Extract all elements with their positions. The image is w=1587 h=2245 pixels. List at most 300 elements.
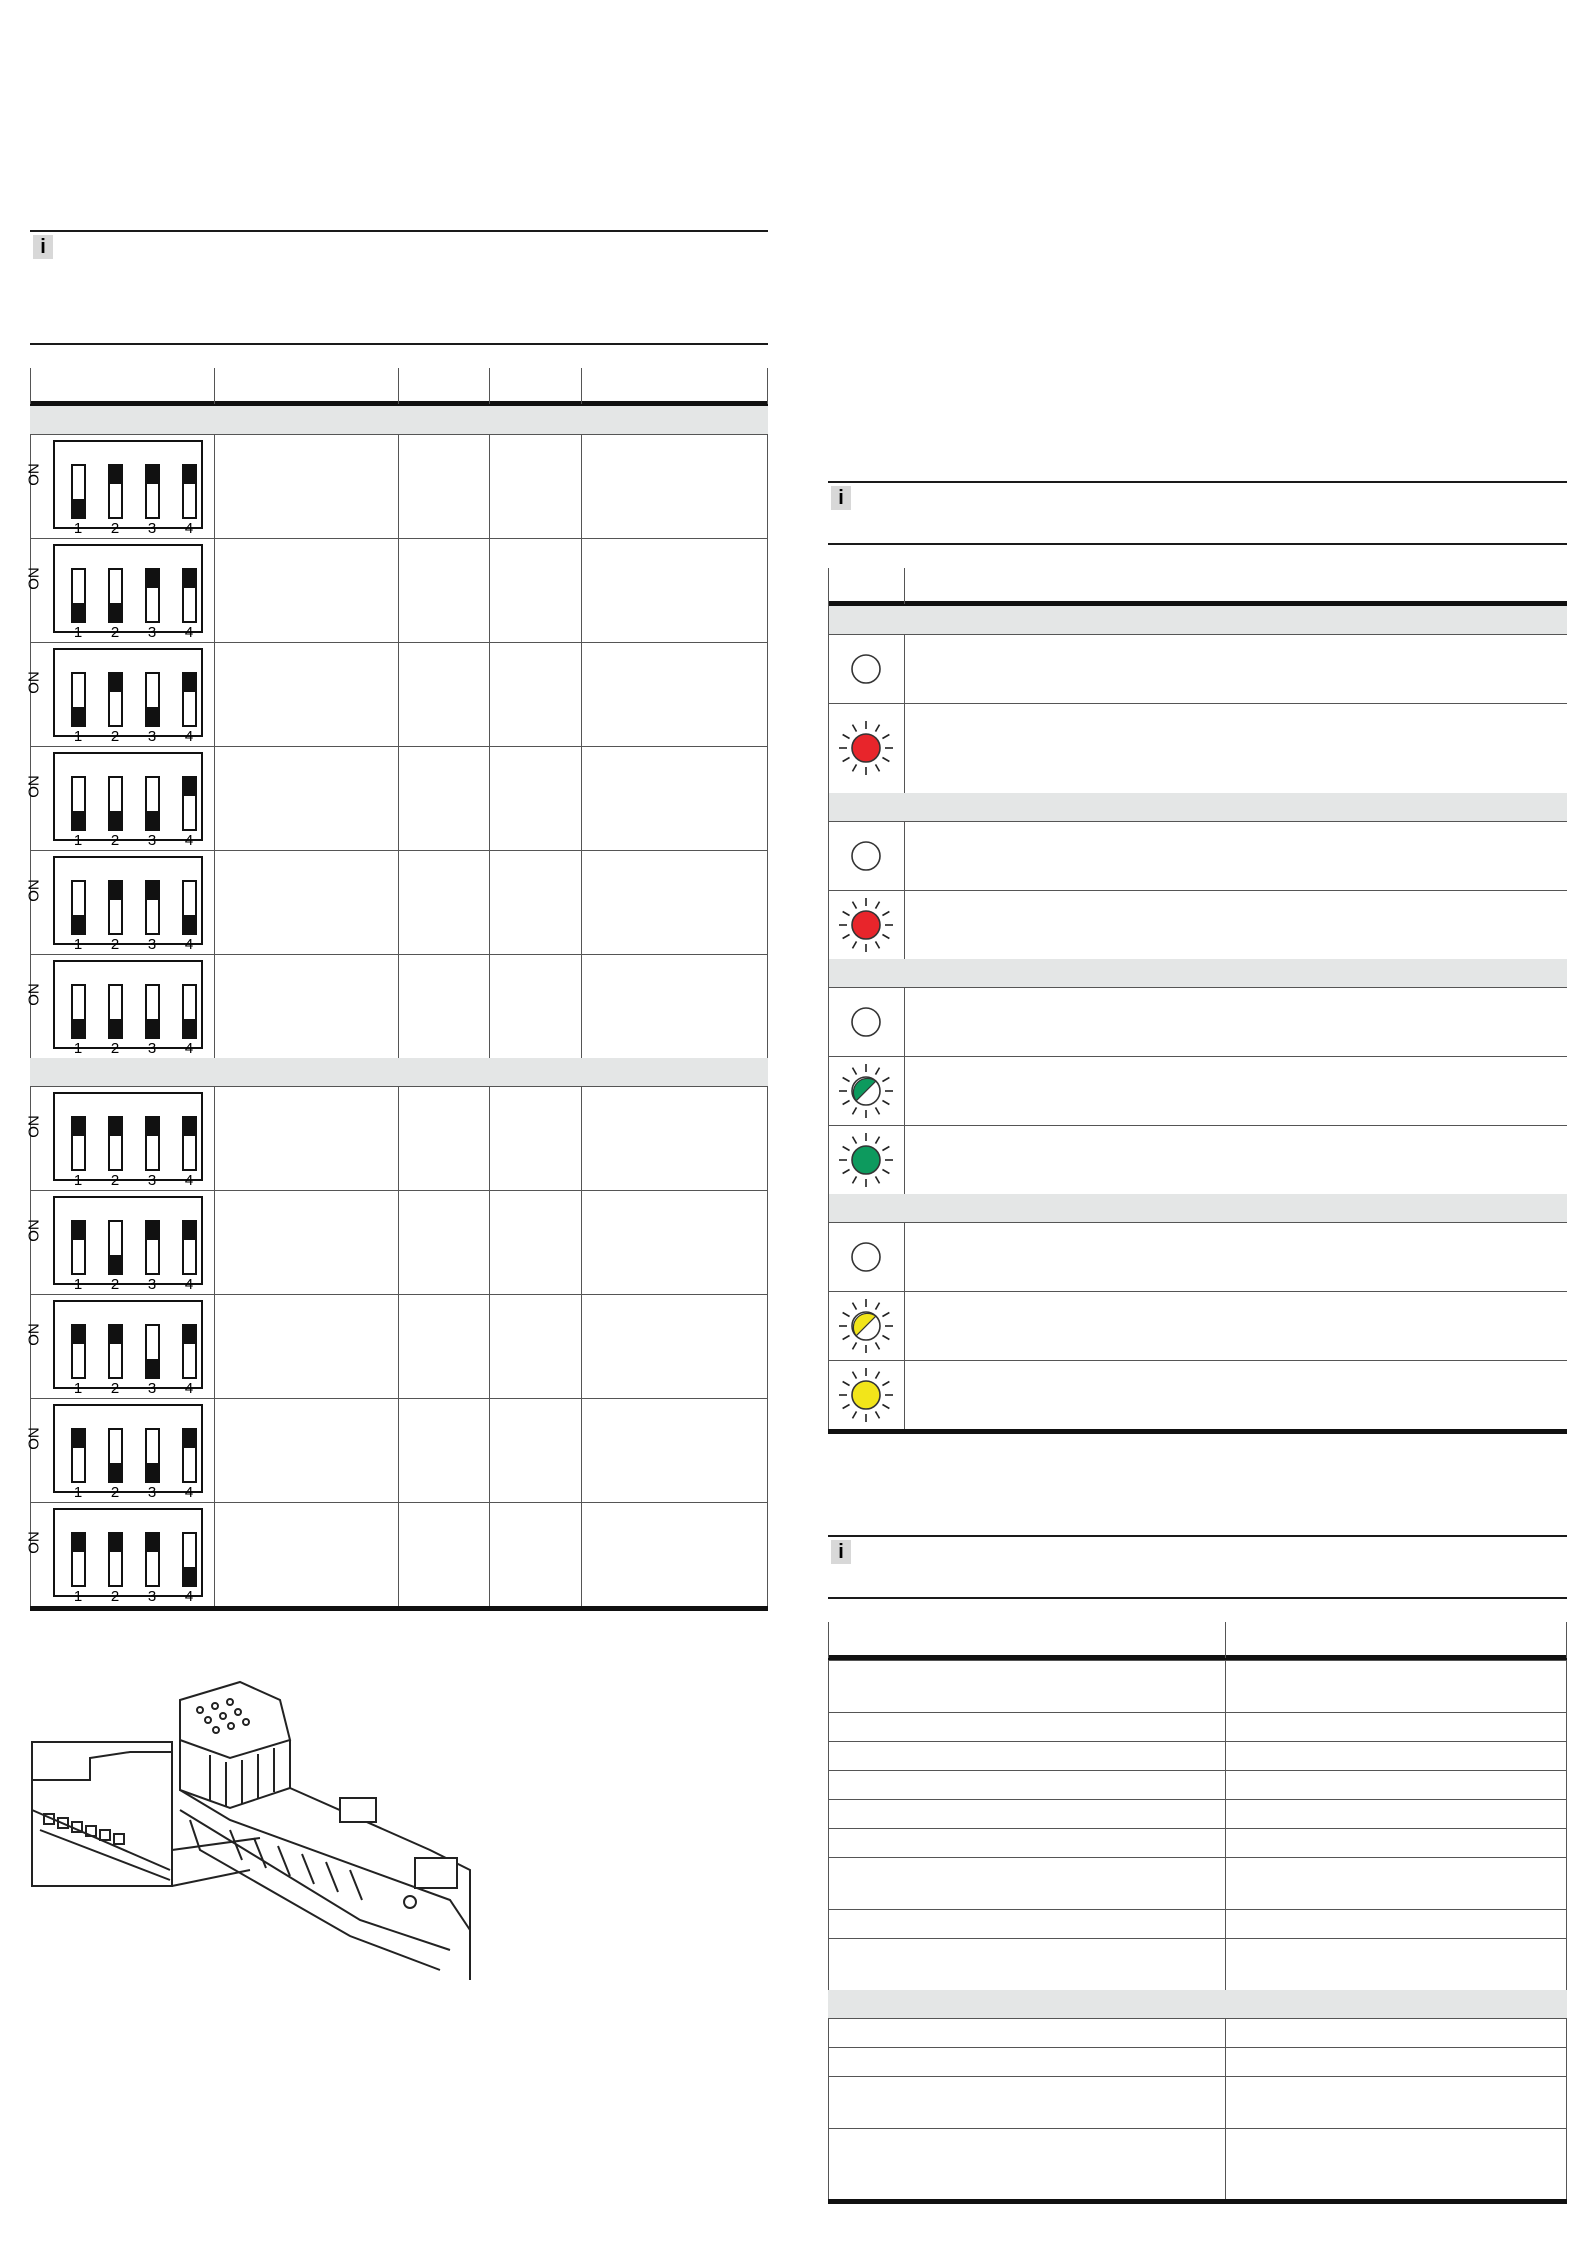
dip-switch-graphic — [25, 1294, 214, 1398]
column-divider — [581, 746, 582, 850]
row-divider — [828, 1222, 1567, 1223]
dip-switch-knob — [147, 707, 158, 725]
column-divider — [214, 368, 215, 404]
column-divider — [398, 434, 399, 538]
dip-switch-number: 3 — [147, 832, 157, 849]
spec-note-top-rule — [828, 1535, 1567, 1537]
dip-switch-knob — [110, 1255, 121, 1273]
dip-switch-graphic — [25, 434, 214, 538]
on-label: ON — [25, 671, 43, 694]
row-divider — [828, 703, 1567, 704]
column-divider — [1225, 1857, 1226, 1909]
dip-switch-4 — [182, 1532, 197, 1587]
column-divider — [1566, 2076, 1567, 2128]
column-divider — [1225, 2128, 1226, 2199]
column-divider — [489, 368, 490, 404]
led-note-bottom-rule — [828, 543, 1567, 545]
dip-switch-box — [53, 1508, 203, 1605]
column-divider — [489, 954, 490, 1058]
section-band — [828, 606, 1567, 634]
column-divider — [1566, 2128, 1567, 2199]
on-label: ON — [25, 879, 43, 902]
column-divider — [767, 1398, 768, 1502]
led-off-icon — [836, 639, 896, 699]
dip-switch-knob — [110, 603, 121, 621]
led-flashing-icon — [836, 1296, 896, 1356]
dip-switch-knob — [147, 1463, 158, 1481]
dip-switch-number: 1 — [73, 832, 83, 849]
column-divider — [581, 1190, 582, 1294]
dip-switch-3 — [145, 1532, 160, 1587]
dip-switch-knob — [73, 811, 84, 829]
dip-switch-number: 3 — [147, 1588, 157, 1605]
dip-switch-number: 3 — [147, 1276, 157, 1293]
dip-switch-2 — [108, 880, 123, 935]
led-flashing-icon — [836, 1061, 896, 1121]
column-divider — [581, 850, 582, 954]
dip-switch-number: 3 — [147, 1484, 157, 1501]
column-divider — [581, 1398, 582, 1502]
dip-switch-1 — [71, 568, 86, 623]
dip-switch-number: 2 — [110, 1172, 120, 1189]
dip-switch-graphic — [25, 1502, 214, 1606]
dip-switch-graphic — [25, 1398, 214, 1502]
dip-switch-knob — [184, 570, 195, 588]
column-divider — [398, 1294, 399, 1398]
column-divider — [1225, 1741, 1226, 1770]
dip-switch-graphic — [25, 1190, 214, 1294]
dip-switch-2 — [108, 776, 123, 831]
column-divider — [214, 1398, 215, 1502]
column-divider — [1225, 2076, 1226, 2128]
dip-switch-number: 4 — [184, 1276, 194, 1293]
column-divider — [767, 538, 768, 642]
dip-switch-number: 2 — [110, 520, 120, 537]
row-divider — [828, 1938, 1567, 1939]
column-divider — [1225, 1622, 1226, 1658]
dip-switch-knob — [147, 570, 158, 588]
column-divider — [904, 821, 905, 890]
dip-switch-number: 1 — [73, 1172, 83, 1189]
dip-switch-knob — [147, 466, 158, 484]
column-divider — [1566, 2018, 1567, 2047]
dip-switch-4 — [182, 672, 197, 727]
on-label: ON — [25, 1323, 43, 1346]
column-divider — [828, 1828, 829, 1857]
dip-switch-2 — [108, 1220, 123, 1275]
column-divider — [398, 1190, 399, 1294]
dip-switch-number: 2 — [110, 728, 120, 745]
row-divider — [828, 1360, 1567, 1361]
column-divider — [1566, 1712, 1567, 1741]
dip-switch-1 — [71, 672, 86, 727]
column-divider — [904, 1222, 905, 1291]
dip-switch-4 — [182, 1116, 197, 1171]
dip-switch-graphic — [25, 538, 214, 642]
section-band — [828, 1990, 1567, 2018]
column-divider — [489, 1398, 490, 1502]
dip-switch-knob — [110, 882, 121, 900]
dip-switch-3 — [145, 1220, 160, 1275]
column-divider — [30, 368, 31, 404]
column-divider — [581, 1502, 582, 1606]
dip-switch-number: 3 — [147, 1172, 157, 1189]
dip-switch-knob — [73, 1430, 84, 1448]
column-divider — [1225, 1828, 1226, 1857]
dip-switch-knob — [73, 499, 84, 517]
dip-switch-number: 2 — [110, 1484, 120, 1501]
led-on-icon — [836, 1130, 896, 1190]
column-divider — [398, 954, 399, 1058]
dip-switch-knob — [73, 603, 84, 621]
row-divider — [828, 634, 1567, 635]
column-divider — [767, 434, 768, 538]
dip-switch-knob — [110, 674, 121, 692]
column-divider — [214, 434, 215, 538]
dip-switch-4 — [182, 776, 197, 831]
column-divider — [904, 1291, 905, 1360]
dip-switch-knob — [147, 1534, 158, 1552]
dip-switch-knob — [147, 882, 158, 900]
dip-switch-1 — [71, 1324, 86, 1379]
column-divider — [1566, 1909, 1567, 1938]
dip-switch-3 — [145, 464, 160, 519]
column-divider — [904, 634, 905, 703]
column-divider — [1225, 1712, 1226, 1741]
on-label: ON — [25, 1531, 43, 1554]
dip-switch-knob — [184, 674, 195, 692]
column-divider — [767, 954, 768, 1058]
led-note-top-rule — [828, 481, 1567, 483]
on-label: ON — [25, 1219, 43, 1242]
dip-switch-knob — [73, 1019, 84, 1037]
dip-switch-number: 2 — [110, 1040, 120, 1057]
dip-switch-3 — [145, 1116, 160, 1171]
dip-switch-knob — [184, 1222, 195, 1240]
column-divider — [1225, 1909, 1226, 1938]
dip-switch-knob — [147, 1118, 158, 1136]
dip-switch-knob — [110, 1534, 121, 1552]
dip-switch-2 — [108, 1116, 123, 1171]
dip-switch-graphic — [25, 1086, 214, 1190]
spec-note-bottom-rule — [828, 1597, 1567, 1599]
dip-switch-2 — [108, 1428, 123, 1483]
dip-switch-3 — [145, 568, 160, 623]
led-off-icon — [836, 992, 896, 1052]
column-divider — [398, 642, 399, 746]
dip-switch-1 — [71, 984, 86, 1039]
specification-table — [828, 1622, 1567, 2202]
dip-switch-box — [53, 648, 203, 745]
column-divider — [1566, 1622, 1567, 1658]
column-divider — [828, 2018, 829, 2047]
column-divider — [1566, 1828, 1567, 1857]
dip-switch-2 — [108, 672, 123, 727]
column-divider — [1566, 1799, 1567, 1828]
column-divider — [1225, 1770, 1226, 1799]
dip-switch-knob — [73, 1326, 84, 1344]
dip-switch-number: 1 — [73, 1040, 83, 1057]
dip-switch-number: 4 — [184, 936, 194, 953]
dip-switch-number: 4 — [184, 624, 194, 641]
dip-switch-4 — [182, 1428, 197, 1483]
column-divider — [1566, 1660, 1567, 1712]
column-divider — [489, 538, 490, 642]
column-divider — [767, 1190, 768, 1294]
column-divider — [767, 368, 768, 404]
section-band — [30, 406, 768, 434]
column-divider — [828, 1660, 829, 1712]
column-divider — [489, 850, 490, 954]
column-divider — [828, 604, 829, 1429]
dip-switch-number: 2 — [110, 832, 120, 849]
row-divider — [828, 1056, 1567, 1057]
dip-switch-knob — [110, 811, 121, 829]
row-divider — [828, 821, 1567, 822]
column-divider — [581, 954, 582, 1058]
info-icon: i — [33, 235, 53, 259]
column-divider — [828, 2076, 829, 2128]
dip-switch-4 — [182, 1220, 197, 1275]
dip-switch-2 — [108, 568, 123, 623]
dip-switch-number: 4 — [184, 1172, 194, 1189]
dip-switch-number: 4 — [184, 1380, 194, 1397]
note-bottom-rule — [30, 343, 768, 345]
dip-switch-knob — [110, 1019, 121, 1037]
column-divider — [1225, 1660, 1226, 1712]
dip-switch-number: 1 — [73, 936, 83, 953]
dip-switch-2 — [108, 464, 123, 519]
module-dip-switch-illustration — [30, 1680, 480, 1980]
dip-switch-1 — [71, 880, 86, 935]
dip-switch-4 — [182, 984, 197, 1039]
dip-switch-3 — [145, 1324, 160, 1379]
info-icon: i — [831, 486, 851, 510]
section-band — [30, 1058, 768, 1086]
dip-switch-knob — [184, 1430, 195, 1448]
dip-switch-number: 1 — [73, 1276, 83, 1293]
section-band — [828, 1194, 1567, 1222]
dip-switch-4 — [182, 1324, 197, 1379]
dip-switch-3 — [145, 880, 160, 935]
dip-switch-number: 2 — [110, 1380, 120, 1397]
column-divider — [828, 1938, 829, 1990]
info-icon: i — [831, 1540, 851, 1564]
column-divider — [398, 1502, 399, 1606]
column-divider — [398, 368, 399, 404]
column-divider — [828, 1857, 829, 1909]
dip-switch-box — [53, 1404, 203, 1501]
column-divider — [828, 2047, 829, 2076]
on-label: ON — [25, 983, 43, 1006]
on-label: ON — [25, 463, 43, 486]
column-divider — [767, 1086, 768, 1190]
dip-switch-1 — [71, 1428, 86, 1483]
dip-switch-knob — [184, 915, 195, 933]
column-divider — [214, 1190, 215, 1294]
column-divider — [398, 850, 399, 954]
dip-switch-number: 3 — [147, 520, 157, 537]
column-divider — [1566, 1857, 1567, 1909]
column-divider — [214, 1086, 215, 1190]
column-divider — [581, 1086, 582, 1190]
dip-switch-table — [25, 368, 768, 1616]
column-divider — [1566, 1938, 1567, 1990]
column-divider — [904, 890, 905, 959]
column-divider — [489, 1294, 490, 1398]
dip-switch-3 — [145, 1428, 160, 1483]
column-divider — [1566, 1741, 1567, 1770]
row-divider — [828, 1741, 1567, 1742]
dip-switch-1 — [71, 776, 86, 831]
dip-switch-knob — [184, 466, 195, 484]
on-label: ON — [25, 567, 43, 590]
dip-switch-knob — [73, 707, 84, 725]
column-divider — [489, 746, 490, 850]
row-divider — [828, 1857, 1567, 1858]
column-divider — [1566, 2047, 1567, 2076]
dip-switch-1 — [71, 1220, 86, 1275]
dip-switch-number: 1 — [73, 624, 83, 641]
section-band — [828, 959, 1567, 987]
column-divider — [828, 568, 829, 604]
dip-switch-box — [53, 1092, 203, 1189]
dip-switch-number: 2 — [110, 624, 120, 641]
column-divider — [904, 1360, 905, 1429]
column-divider — [1225, 1799, 1226, 1828]
column-divider — [489, 642, 490, 746]
dip-switch-number: 2 — [110, 936, 120, 953]
dip-switch-number: 1 — [73, 1380, 83, 1397]
column-divider — [904, 1056, 905, 1125]
dip-switch-knob — [147, 811, 158, 829]
column-divider — [214, 538, 215, 642]
dip-switch-box — [53, 752, 203, 849]
dip-switch-number: 2 — [110, 1588, 120, 1605]
row-divider — [828, 1828, 1567, 1829]
on-label: ON — [25, 775, 43, 798]
dip-switch-3 — [145, 672, 160, 727]
dip-switch-2 — [108, 1324, 123, 1379]
dip-switch-number: 2 — [110, 1276, 120, 1293]
column-divider — [904, 568, 905, 604]
column-divider — [767, 642, 768, 746]
dip-switch-knob — [73, 1534, 84, 1552]
column-divider — [214, 746, 215, 850]
column-divider — [767, 746, 768, 850]
dip-switch-number: 4 — [184, 1040, 194, 1057]
dip-switch-number: 4 — [184, 728, 194, 745]
column-divider — [767, 850, 768, 954]
dip-switch-4 — [182, 568, 197, 623]
column-divider — [489, 1502, 490, 1606]
led-on-icon — [836, 718, 896, 778]
dip-switch-number: 3 — [147, 624, 157, 641]
row-divider — [828, 1799, 1567, 1800]
column-divider — [214, 642, 215, 746]
row-divider — [828, 2076, 1567, 2077]
table-bottom-rule — [828, 1429, 1567, 1434]
dip-switch-number: 3 — [147, 1380, 157, 1397]
dip-switch-box — [53, 440, 203, 537]
dip-switch-knob — [184, 1567, 195, 1585]
column-divider — [398, 1398, 399, 1502]
row-divider — [828, 2128, 1567, 2129]
row-divider — [828, 1770, 1567, 1771]
column-divider — [214, 954, 215, 1058]
dip-switch-knob — [110, 1118, 121, 1136]
table-bottom-rule — [828, 2199, 1567, 2204]
column-divider — [828, 1909, 829, 1938]
dip-switch-2 — [108, 1532, 123, 1587]
dip-switch-3 — [145, 984, 160, 1039]
column-divider — [767, 1294, 768, 1398]
led-off-icon — [836, 826, 896, 886]
dip-switch-1 — [71, 1116, 86, 1171]
column-divider — [581, 368, 582, 404]
dip-switch-box — [53, 1300, 203, 1397]
column-divider — [214, 850, 215, 954]
dip-switch-number: 3 — [147, 1040, 157, 1057]
dip-switch-number: 1 — [73, 520, 83, 537]
row-divider — [828, 1291, 1567, 1292]
column-divider — [904, 703, 905, 793]
column-divider — [1225, 2018, 1226, 2047]
dip-switch-graphic — [25, 642, 214, 746]
dip-switch-number: 4 — [184, 520, 194, 537]
dip-switch-knob — [184, 1326, 195, 1344]
dip-switch-number: 4 — [184, 1484, 194, 1501]
dip-switch-box — [53, 544, 203, 641]
column-divider — [828, 1770, 829, 1799]
dip-switch-box — [53, 1196, 203, 1293]
dip-switch-knob — [147, 1359, 158, 1377]
column-divider — [581, 538, 582, 642]
column-divider — [904, 1125, 905, 1194]
dip-switch-number: 3 — [147, 728, 157, 745]
dip-switch-2 — [108, 984, 123, 1039]
column-divider — [828, 1741, 829, 1770]
column-divider — [489, 1190, 490, 1294]
dip-switch-knob — [184, 778, 195, 796]
row-divider — [828, 1909, 1567, 1910]
dip-switch-box — [53, 960, 203, 1057]
row-divider — [828, 1125, 1567, 1126]
dip-switch-graphic — [25, 850, 214, 954]
row-divider — [828, 1660, 1567, 1661]
dip-switch-number: 1 — [73, 728, 83, 745]
dip-switch-4 — [182, 880, 197, 935]
section-band — [828, 793, 1567, 821]
dip-switch-knob — [147, 1222, 158, 1240]
column-divider — [828, 2128, 829, 2199]
dip-switch-1 — [71, 1532, 86, 1587]
note-top-rule — [30, 230, 768, 232]
column-divider — [1225, 1938, 1226, 1990]
column-divider — [489, 434, 490, 538]
row-divider — [828, 890, 1567, 891]
dip-switch-1 — [71, 464, 86, 519]
column-divider — [581, 1294, 582, 1398]
column-divider — [1225, 2047, 1226, 2076]
led-status-table — [828, 568, 1567, 1446]
column-divider — [398, 1086, 399, 1190]
dip-switch-box — [53, 856, 203, 953]
on-label: ON — [25, 1115, 43, 1138]
dip-switch-knob — [73, 1222, 84, 1240]
row-divider — [828, 1712, 1567, 1713]
dip-switch-3 — [145, 776, 160, 831]
